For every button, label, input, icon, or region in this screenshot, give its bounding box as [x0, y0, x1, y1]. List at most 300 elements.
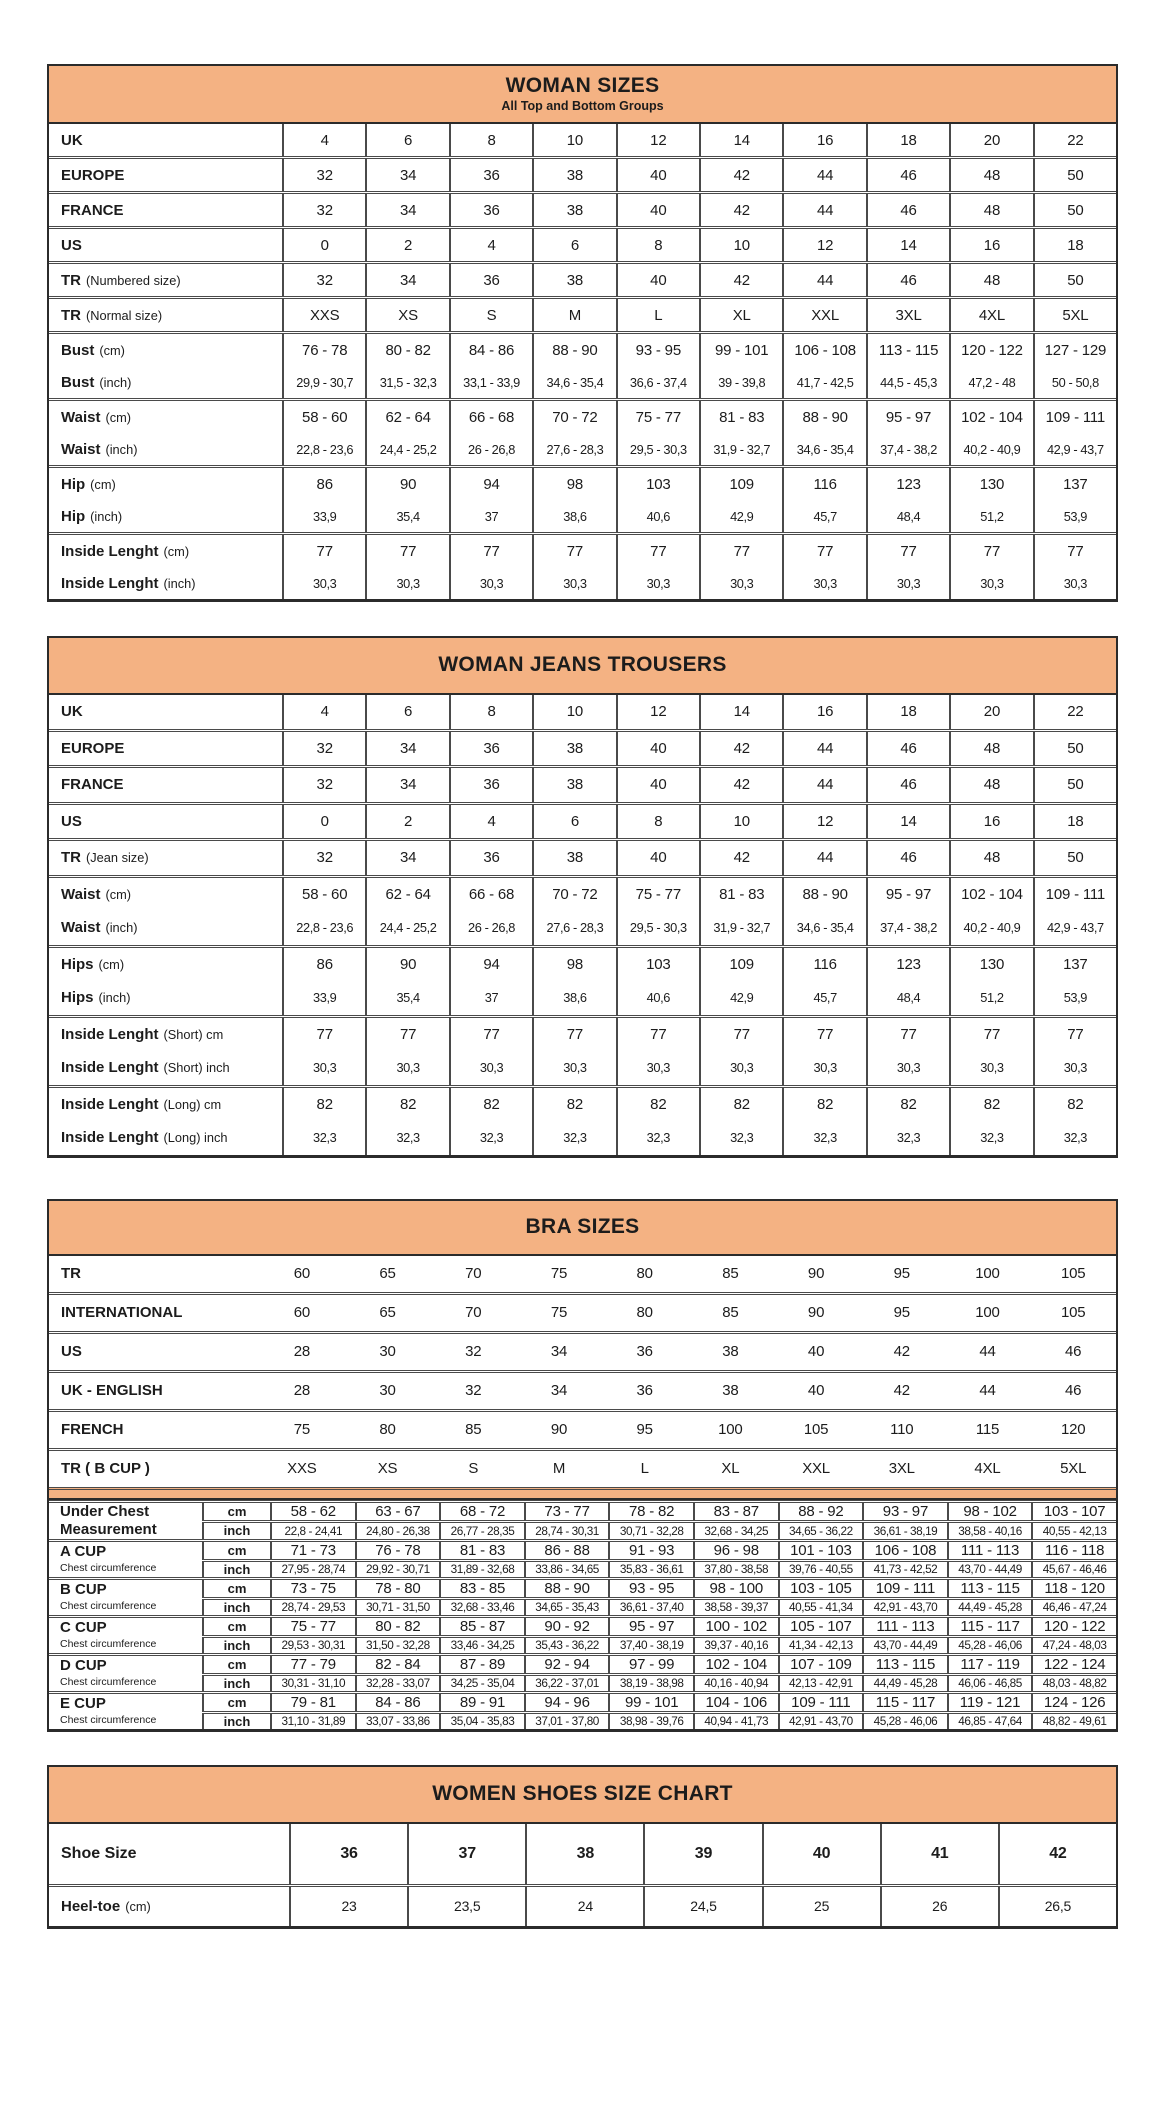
value-cell: 34	[365, 264, 448, 296]
value-cell: 77	[532, 1018, 615, 1052]
value-cell: 77	[866, 1018, 949, 1052]
row-label	[49, 159, 282, 191]
unit-cell: inch	[202, 1523, 270, 1539]
value-cell: 32	[465, 1382, 482, 1399]
value-cell: 42	[699, 841, 782, 875]
value-cell: 82	[365, 1088, 448, 1122]
value-cell: 41,7 - 42,5	[782, 366, 865, 398]
cup-group	[49, 1615, 1116, 1653]
value-cell: XL	[699, 299, 782, 331]
value-cell: 105	[803, 1421, 829, 1438]
table-header	[49, 1767, 1116, 1824]
row-label-text: Hip	[61, 475, 86, 493]
row-label-text: Bust	[61, 341, 95, 359]
value-cell: 82	[866, 1088, 949, 1122]
value-cell: 10	[699, 229, 782, 261]
unit-cell: cm	[202, 1656, 270, 1673]
value-cell: 93 - 97	[862, 1503, 947, 1520]
table-header	[49, 638, 1116, 695]
table-row	[49, 1451, 1116, 1487]
value-cell: 116 - 118	[1031, 1542, 1116, 1559]
value-cell: 119 - 121	[947, 1694, 1032, 1711]
value-cell: M	[552, 1460, 566, 1477]
cup-label	[49, 1694, 202, 1729]
value-cell: 32	[282, 159, 365, 191]
value-cell: 103	[616, 948, 699, 982]
value-cell: 38	[532, 768, 615, 802]
value-cell: 12	[782, 805, 865, 839]
table-row	[202, 1618, 1116, 1635]
value-cell: 32,3	[782, 1121, 865, 1155]
table-row	[49, 500, 1116, 532]
value-cell: 85 - 87	[439, 1618, 524, 1635]
value-cell: 40,6	[616, 500, 699, 532]
row-label-text: Waist	[61, 919, 101, 937]
unit-cell: cm	[202, 1503, 270, 1520]
value-cell: 5XL	[1060, 1460, 1087, 1477]
value-cell: 40,2 - 40,9	[949, 911, 1032, 945]
table-row	[49, 948, 1116, 982]
value-cell: 42,91 - 43,70	[778, 1714, 863, 1729]
table-title: WOMAN SIZES	[505, 74, 660, 98]
table-row	[49, 567, 1116, 599]
value-cell: 33,9	[282, 500, 365, 532]
value-cell: 45,28 - 46,06	[947, 1638, 1032, 1653]
value-cell: 39	[643, 1824, 761, 1884]
value-cell: 37,4 - 38,2	[866, 433, 949, 465]
value-cell: 73 - 77	[524, 1503, 609, 1520]
value-cell: 90	[807, 1265, 825, 1282]
table-row	[49, 334, 1116, 366]
table-row	[49, 366, 1116, 398]
row-group	[49, 398, 1116, 465]
value-cell: 38,58 - 39,37	[693, 1600, 778, 1615]
value-cell: 42	[699, 194, 782, 226]
value-cell: 85	[722, 1304, 739, 1321]
value-cell: 35,43 - 36,22	[524, 1638, 609, 1653]
value-cell: 71 - 73	[270, 1542, 355, 1559]
value-cell: 46	[866, 768, 949, 802]
value-cell: 46,06 - 46,85	[947, 1676, 1032, 1691]
value-cell: 8	[616, 229, 699, 261]
value-cell: 117 - 119	[947, 1656, 1032, 1673]
value-cell: 70	[465, 1304, 482, 1321]
row-label-text: Bust	[61, 373, 95, 391]
value-cell: 100	[975, 1304, 1000, 1321]
table-women-shoes-size-chart	[47, 1765, 1118, 1929]
row-label	[49, 768, 282, 802]
value-cell: 30	[379, 1382, 396, 1399]
value-cell: 27,95 - 28,74	[270, 1562, 355, 1577]
value-cell: 63 - 67	[355, 1503, 440, 1520]
value-cell: 30,3	[949, 567, 1032, 599]
size-chart-sheet	[0, 64, 1164, 1929]
cup-rows	[202, 1580, 1116, 1615]
value-cell: 40,2 - 40,9	[949, 433, 1032, 465]
table-title: BRA SIZES	[525, 1214, 640, 1238]
row-label-text: Inside Lenght	[61, 542, 159, 560]
row-label	[49, 366, 282, 398]
value-cell: 22,8 - 24,41	[270, 1523, 355, 1539]
value-cell: 42	[699, 264, 782, 296]
value-cell: 37	[449, 500, 532, 532]
value-cell: 37,40 - 38,19	[608, 1638, 693, 1653]
value-cell: XS	[377, 1460, 398, 1477]
value-cell: 18	[1033, 805, 1116, 839]
value-cell: 77 - 79	[270, 1656, 355, 1673]
value-cell: 53,9	[1033, 981, 1116, 1015]
table-row	[49, 1412, 1116, 1448]
value-cell: 36	[449, 841, 532, 875]
value-cell: 75 - 77	[616, 878, 699, 912]
cup-label-text: B CUP	[60, 1581, 107, 1599]
row-group	[49, 465, 1116, 532]
value-cell: 62 - 64	[365, 401, 448, 433]
table-row	[202, 1520, 1116, 1539]
value-cell: 36,61 - 37,40	[608, 1600, 693, 1615]
value-cell: XXS	[282, 299, 365, 331]
value-cell: 38,6	[532, 981, 615, 1015]
value-cell: 109	[699, 468, 782, 500]
row-label	[49, 1451, 259, 1487]
value-cell: 77	[699, 535, 782, 567]
value-cell: 4	[449, 229, 532, 261]
value-cell: 82	[1033, 1088, 1116, 1122]
value-cell: 45,7	[782, 981, 865, 1015]
table-row	[202, 1635, 1116, 1653]
value-cell: 34	[365, 841, 448, 875]
value-cell: 51,2	[949, 981, 1032, 1015]
table-row	[202, 1503, 1116, 1520]
value-cell: 83 - 87	[693, 1503, 778, 1520]
value-cell: 109 - 111	[1033, 401, 1116, 433]
cup-label	[49, 1618, 202, 1653]
table-title: WOMAN JEANS TROUSERS	[438, 653, 727, 677]
value-cell: 127 - 129	[1033, 334, 1116, 366]
value-cell: 90	[807, 1304, 825, 1321]
value-cell: 40	[807, 1343, 825, 1360]
row-label	[49, 433, 282, 465]
value-cell: 4	[282, 695, 365, 729]
value-cell: 98	[532, 948, 615, 982]
value-cell: XXL	[782, 299, 865, 331]
row-label-text: Inside Lenght	[61, 1059, 159, 1077]
row-label-note: (Jean size)	[86, 850, 149, 866]
value-cell: 94 - 96	[524, 1694, 609, 1711]
row-group	[49, 1824, 1116, 1884]
row-group	[49, 156, 1116, 191]
value-cell: 22	[1033, 695, 1116, 729]
value-cell: 45,28 - 46,06	[862, 1714, 947, 1729]
value-cell: L	[640, 1460, 649, 1477]
value-cell: 30,3	[449, 1051, 532, 1085]
value-cell: 42,13 - 42,91	[778, 1676, 863, 1691]
value-cell: 29,9 - 30,7	[282, 366, 365, 398]
cup-group	[49, 1503, 1116, 1539]
value-cell: 120 - 122	[949, 334, 1032, 366]
row-group	[49, 1292, 1116, 1331]
value-cell: 32,68 - 33,46	[439, 1600, 524, 1615]
row-group	[49, 1085, 1116, 1155]
value-cell: 37	[407, 1824, 525, 1884]
value-cell: 32,28 - 33,07	[355, 1676, 440, 1691]
row-label	[49, 841, 282, 875]
value-cell: 106 - 108	[782, 334, 865, 366]
value-cell: 36	[289, 1824, 407, 1884]
value-cell: 6	[532, 229, 615, 261]
unit-cell: inch	[202, 1562, 270, 1577]
value-cell: 39 - 39,8	[699, 366, 782, 398]
unit-cell: inch	[202, 1714, 270, 1729]
value-cell: 92 - 94	[524, 1656, 609, 1673]
value-cell: 42	[893, 1382, 910, 1399]
value-cell: 79 - 81	[270, 1694, 355, 1711]
row-label-text: Hips	[61, 955, 94, 973]
value-cell: 66 - 68	[449, 401, 532, 433]
value-cell: 48,4	[866, 981, 949, 1015]
row-group	[49, 838, 1116, 875]
row-label	[49, 878, 282, 912]
value-cell: XS	[365, 299, 448, 331]
value-cell: 42,91 - 43,70	[862, 1600, 947, 1615]
value-cell: 34,25 - 35,04	[439, 1676, 524, 1691]
row-label-note: (inch)	[90, 508, 123, 524]
value-cell: 109 - 111	[862, 1580, 947, 1597]
table-row	[49, 1088, 1116, 1122]
value-cell: 95	[893, 1265, 910, 1282]
value-cell: 90	[365, 948, 448, 982]
row-label	[49, 1334, 259, 1370]
value-cell: 84 - 86	[355, 1694, 440, 1711]
value-cell: 47,24 - 48,03	[1031, 1638, 1116, 1653]
value-cell: 32,3	[449, 1121, 532, 1155]
row-label-note: (Long) inch	[163, 1130, 228, 1146]
row-label-text: FRANCE	[61, 776, 124, 794]
cup-group	[49, 1539, 1116, 1577]
value-cell: 48	[949, 732, 1032, 766]
value-cell: 46	[1065, 1343, 1082, 1360]
row-group	[49, 1256, 1116, 1292]
row-label-text: FRANCE	[61, 201, 124, 219]
value-cell: 75	[550, 1265, 568, 1282]
value-cell: 88 - 90	[532, 334, 615, 366]
table-row	[49, 768, 1116, 802]
value-cell: 124 - 126	[1031, 1694, 1116, 1711]
value-cell: 30,3	[949, 1051, 1032, 1085]
value-cell: 30,3	[532, 567, 615, 599]
value-cell: 44	[782, 159, 865, 191]
row-label-text: Inside Lenght	[61, 1025, 159, 1043]
row-group	[49, 296, 1116, 331]
value-cell: 30,71 - 32,28	[608, 1523, 693, 1539]
value-cell: 36	[449, 159, 532, 191]
value-cell: 16	[949, 805, 1032, 839]
value-cell: 36	[449, 194, 532, 226]
value-cell: 95	[636, 1421, 653, 1438]
value-cell: 30,3	[1033, 1051, 1116, 1085]
row-label	[49, 535, 282, 567]
value-cell: 75	[550, 1304, 568, 1321]
value-cell: 80	[636, 1265, 653, 1282]
value-cell: 50	[1033, 841, 1116, 875]
row-label-text: US	[61, 236, 82, 254]
value-cell: 44,5 - 45,3	[866, 366, 949, 398]
row-group	[49, 729, 1116, 766]
value-cell: 23,5	[407, 1887, 525, 1926]
value-cell: 77	[949, 535, 1032, 567]
value-cell: 32,3	[949, 1121, 1032, 1155]
value-cell: 98	[532, 468, 615, 500]
row-group	[49, 191, 1116, 226]
row-label-note: (cm)	[125, 1898, 151, 1914]
row-label	[49, 264, 282, 296]
value-cell: 20	[949, 124, 1032, 156]
value-cell: 33,1 - 33,9	[449, 366, 532, 398]
value-cell: 107 - 109	[778, 1656, 863, 1673]
value-cell: 35,4	[365, 981, 448, 1015]
value-cell: 77	[282, 535, 365, 567]
cup-label	[49, 1542, 202, 1577]
value-cell: 40	[616, 159, 699, 191]
value-cell: 36	[449, 732, 532, 766]
value-cell: 116	[782, 948, 865, 982]
value-cell: 48	[949, 264, 1032, 296]
table-row	[202, 1542, 1116, 1559]
value-cell: 109	[699, 948, 782, 982]
value-cell: 4	[282, 124, 365, 156]
value-cell: 42,9	[699, 500, 782, 532]
value-cell: 14	[699, 124, 782, 156]
value-cell: 6	[532, 805, 615, 839]
value-cell: 34,65 - 36,22	[778, 1523, 863, 1539]
value-cell: 82	[282, 1088, 365, 1122]
unit-cell: cm	[202, 1618, 270, 1635]
value-cell: 26,5	[998, 1887, 1116, 1926]
value-cell: 48,4	[866, 500, 949, 532]
value-cell: 26 - 26,8	[449, 433, 532, 465]
value-cell: 95 - 97	[608, 1618, 693, 1635]
value-cell: 32,3	[365, 1121, 448, 1155]
value-cell: 111 - 113	[947, 1542, 1032, 1559]
row-label-note: (Short) cm	[163, 1026, 224, 1042]
value-cell: 42,9	[699, 981, 782, 1015]
cup-label	[49, 1503, 202, 1539]
value-cell: 12	[616, 695, 699, 729]
cup-label-sub: Chest circumference	[60, 1638, 157, 1651]
value-cell: 34	[550, 1382, 568, 1399]
value-cell: 113 - 115	[866, 334, 949, 366]
value-cell: 75 - 77	[270, 1618, 355, 1635]
value-cell: 58 - 60	[282, 878, 365, 912]
value-cell: 82	[532, 1088, 615, 1122]
value-cell: 120	[1060, 1421, 1086, 1438]
value-cell: 39,37 - 40,16	[693, 1638, 778, 1653]
value-cell: 48	[949, 768, 1032, 802]
value-cell: 86 - 88	[524, 1542, 609, 1559]
value-cell: 14	[699, 695, 782, 729]
cup-label	[49, 1656, 202, 1691]
row-label	[49, 567, 282, 599]
table-row	[202, 1597, 1116, 1615]
value-cell: 34	[365, 159, 448, 191]
value-cell: 3XL	[888, 1460, 915, 1477]
value-cell: 40	[616, 768, 699, 802]
table-row	[49, 981, 1116, 1015]
value-cell: 77	[782, 535, 865, 567]
value-cell: 38,58 - 40,16	[947, 1523, 1032, 1539]
unit-cell: inch	[202, 1676, 270, 1691]
value-cell: 42	[699, 159, 782, 191]
value-cell: 18	[866, 124, 949, 156]
value-cell: 44	[782, 194, 865, 226]
row-label	[49, 229, 282, 261]
table-row	[49, 124, 1116, 156]
value-cell: 37,01 - 37,80	[524, 1714, 609, 1729]
value-cell: 77	[1033, 535, 1116, 567]
value-cell: 113 - 115	[862, 1656, 947, 1673]
value-cell: 32	[282, 768, 365, 802]
value-cell: 37,80 - 38,58	[693, 1562, 778, 1577]
value-cell: 24,80 - 26,38	[355, 1523, 440, 1539]
value-cell: 30,71 - 31,50	[355, 1600, 440, 1615]
row-group	[49, 124, 1116, 156]
table-row	[49, 1373, 1116, 1409]
value-cell: 96 - 98	[693, 1542, 778, 1559]
value-cell: 120 - 122	[1031, 1618, 1116, 1635]
value-cell: 20	[949, 695, 1032, 729]
value-cell: 58 - 60	[282, 401, 365, 433]
value-cell: 73 - 75	[270, 1580, 355, 1597]
value-cell: 30,3	[449, 567, 532, 599]
table-row	[49, 1334, 1116, 1370]
value-cell: 32,3	[616, 1121, 699, 1155]
table-row	[49, 695, 1116, 729]
value-cell: 30,3	[866, 567, 949, 599]
value-cell: 32,68 - 34,25	[693, 1523, 778, 1539]
row-label-note: (cm)	[163, 543, 190, 559]
unit-cell: inch	[202, 1600, 270, 1615]
value-cell: 82 - 84	[355, 1656, 440, 1673]
value-cell: 85	[465, 1421, 482, 1438]
value-cell: 16	[782, 695, 865, 729]
row-group	[49, 695, 1116, 729]
row-group	[49, 1370, 1116, 1409]
value-cell: 41,73 - 42,52	[862, 1562, 947, 1577]
value-cell: 77	[616, 535, 699, 567]
value-cell: 95 - 97	[866, 401, 949, 433]
table-row	[49, 805, 1116, 839]
table-row	[202, 1580, 1116, 1597]
cup-group	[49, 1691, 1116, 1729]
value-cell: 113 - 115	[947, 1580, 1032, 1597]
value-cell: 28	[293, 1343, 310, 1360]
value-cell: 34,65 - 35,43	[524, 1600, 609, 1615]
value-cell: 38	[722, 1343, 739, 1360]
value-cell: 94	[449, 468, 532, 500]
value-cell: 29,5 - 30,3	[616, 911, 699, 945]
value-cell: 80	[379, 1421, 396, 1438]
value-cell: 32	[282, 732, 365, 766]
value-cell: 31,50 - 32,28	[355, 1638, 440, 1653]
value-cell: 30,3	[1033, 567, 1116, 599]
value-cell: 70 - 72	[532, 878, 615, 912]
table-row	[202, 1656, 1116, 1673]
value-cell: 8	[449, 124, 532, 156]
row-label-text: Inside Lenght	[61, 1095, 159, 1113]
value-cell: 44	[782, 768, 865, 802]
value-cell: 50	[1033, 159, 1116, 191]
value-cell: 77	[282, 1018, 365, 1052]
